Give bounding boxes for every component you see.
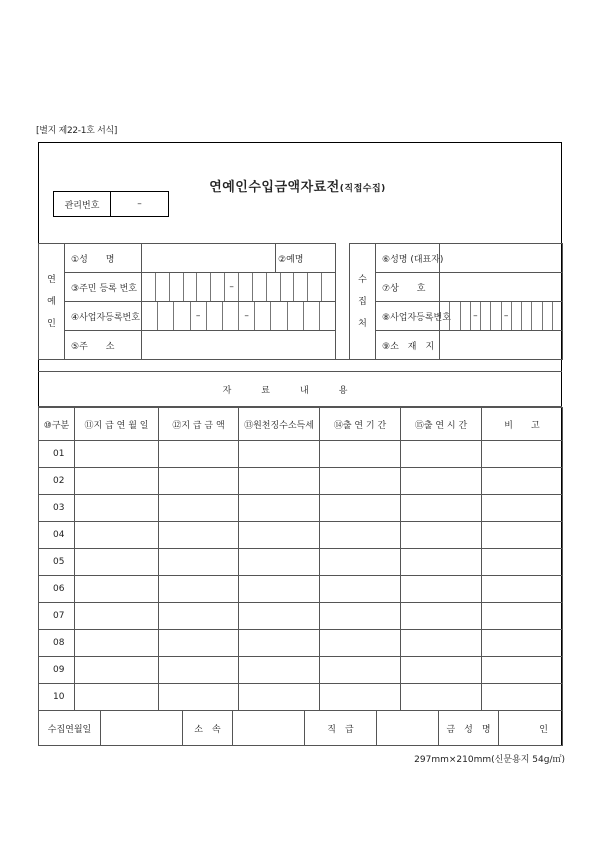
rrn-digit-box[interactable] xyxy=(267,273,281,301)
data-cell[interactable] xyxy=(482,441,563,468)
data-cell[interactable] xyxy=(401,468,482,495)
data-cell[interactable] xyxy=(482,603,563,630)
rrn-digit-box[interactable]: – xyxy=(225,273,239,301)
department-field[interactable] xyxy=(233,711,305,746)
column-header: ⑪지 급 연 월 일 xyxy=(75,408,159,441)
table-row xyxy=(39,657,563,684)
data-cell[interactable] xyxy=(401,549,482,576)
row-number: 09 xyxy=(39,657,75,684)
entertainer-group-label xyxy=(39,244,65,360)
data-cell[interactable] xyxy=(482,522,563,549)
row-number: 04 xyxy=(39,522,75,549)
data-cell[interactable] xyxy=(401,657,482,684)
row-number: 06 xyxy=(39,576,75,603)
row-number: 02 xyxy=(39,468,75,495)
table-row xyxy=(39,684,563,711)
data-cell[interactable] xyxy=(401,576,482,603)
collector-name-field[interactable] xyxy=(440,244,563,273)
spacer xyxy=(336,273,350,302)
data-cell[interactable] xyxy=(75,441,159,468)
data-cell[interactable] xyxy=(239,549,320,576)
biz-no-digit-box[interactable] xyxy=(255,302,271,330)
collector-group-char: 집 xyxy=(358,296,367,307)
data-cell[interactable] xyxy=(159,549,239,576)
biz-no-digit-box[interactable] xyxy=(207,302,223,330)
row-number: 03 xyxy=(39,495,75,522)
data-cell[interactable] xyxy=(239,630,320,657)
data-cell[interactable] xyxy=(75,495,159,522)
rrn-digit-box[interactable] xyxy=(211,273,225,301)
data-cell[interactable] xyxy=(401,684,482,711)
collection-date-field[interactable] xyxy=(101,711,183,746)
table-row xyxy=(39,441,563,468)
data-cell[interactable] xyxy=(401,441,482,468)
section-title: 자료내용 xyxy=(38,371,562,407)
data-cell[interactable] xyxy=(482,468,563,495)
row-number: 10 xyxy=(39,684,75,711)
data-cell[interactable] xyxy=(401,495,482,522)
data-cell[interactable] xyxy=(482,657,563,684)
data-cell[interactable] xyxy=(159,522,239,549)
data-cell[interactable] xyxy=(239,603,320,630)
collector-biz-no-digit-box[interactable] xyxy=(461,302,471,330)
location-label: ⑨소 재 지 xyxy=(376,331,440,360)
collector-biz-no-digit-box[interactable] xyxy=(481,302,491,330)
trade-name-label: ⑦상 호 xyxy=(376,273,440,302)
collector-name-label: ⑥성명 (대표자) xyxy=(376,244,440,273)
data-cell[interactable] xyxy=(75,468,159,495)
party-info-table xyxy=(38,243,563,360)
data-cell[interactable] xyxy=(159,495,239,522)
spacer xyxy=(336,244,350,273)
biz-no-digit-box[interactable] xyxy=(304,302,320,330)
table-row xyxy=(39,603,563,630)
biz-no-digit-box[interactable] xyxy=(288,302,304,330)
column-header: ⑬원천징수소득세 xyxy=(239,408,320,441)
rrn-digit-box[interactable] xyxy=(322,273,335,301)
rrn-digit-box[interactable] xyxy=(184,273,198,301)
rrn-field[interactable] xyxy=(142,273,336,302)
spacer xyxy=(336,331,350,360)
data-cell[interactable] xyxy=(482,630,563,657)
stage-name-label: ②예명 xyxy=(278,254,304,265)
collector-group-char: 처 xyxy=(358,318,367,329)
data-cell[interactable] xyxy=(320,684,401,711)
department-label: 소 속 xyxy=(183,711,233,746)
data-cell[interactable] xyxy=(320,549,401,576)
data-cell[interactable] xyxy=(320,522,401,549)
address-field[interactable] xyxy=(142,331,336,360)
biz-no-field[interactable] xyxy=(142,302,336,331)
collector-biz-no-digit-box[interactable] xyxy=(532,302,542,330)
table-row xyxy=(39,576,563,603)
biz-no-digit-box[interactable] xyxy=(158,302,174,330)
data-cell[interactable] xyxy=(320,468,401,495)
data-cell[interactable] xyxy=(159,441,239,468)
data-cell[interactable] xyxy=(320,576,401,603)
data-cell[interactable] xyxy=(75,603,159,630)
data-cell[interactable] xyxy=(159,657,239,684)
row-number: 08 xyxy=(39,630,75,657)
rrn-digit-box[interactable] xyxy=(156,273,170,301)
biz-no-digit-box[interactable] xyxy=(223,302,239,330)
data-cell[interactable] xyxy=(239,684,320,711)
rrn-label: ③주민 등록 번호 xyxy=(65,273,142,302)
biz-no-digit-box[interactable] xyxy=(320,302,335,330)
management-number-label: 관리번호 xyxy=(54,192,111,216)
row-number: 05 xyxy=(39,549,75,576)
data-cell[interactable] xyxy=(239,495,320,522)
paper-size-note: 297mm×210mm(신문용지 54g/㎡) xyxy=(414,755,565,765)
collector-sign-name-label: 금 성 명 xyxy=(439,711,499,746)
data-cell[interactable] xyxy=(482,549,563,576)
rrn-digit-box[interactable] xyxy=(253,273,267,301)
data-cell[interactable] xyxy=(401,630,482,657)
biz-no-digit-box[interactable]: – xyxy=(239,302,255,330)
rank-field[interactable] xyxy=(377,711,439,746)
title-main: 연예인수입금액자료전 xyxy=(209,180,340,195)
table-row xyxy=(39,522,563,549)
rrn-digit-box[interactable] xyxy=(197,273,211,301)
column-header: ⑫지 급 금 액 xyxy=(159,408,239,441)
table-row xyxy=(39,630,563,657)
data-cell[interactable] xyxy=(239,468,320,495)
collector-biz-no-digit-box[interactable] xyxy=(512,302,522,330)
rrn-digit-box[interactable] xyxy=(294,273,308,301)
column-header: ⑭출 연 기 간 xyxy=(320,408,401,441)
collector-biz-no-field[interactable] xyxy=(440,302,563,331)
data-cell[interactable] xyxy=(320,495,401,522)
collector-biz-no-digit-box[interactable] xyxy=(491,302,501,330)
data-cell[interactable] xyxy=(401,603,482,630)
table-row xyxy=(39,468,563,495)
collector-biz-no-label: ⑧사업자등록번호 xyxy=(376,302,440,331)
collector-biz-no-digit-box[interactable]: – xyxy=(502,302,512,330)
data-cell[interactable] xyxy=(482,684,563,711)
data-cell[interactable] xyxy=(75,684,159,711)
name-label: ①성 명 xyxy=(65,244,142,273)
biz-no-digit-box[interactable] xyxy=(174,302,190,330)
data-cell[interactable] xyxy=(320,630,401,657)
seal-label: 인 xyxy=(539,724,548,735)
data-cell[interactable] xyxy=(320,657,401,684)
entertainer-group-char: 예 xyxy=(47,296,56,307)
data-cell[interactable] xyxy=(482,576,563,603)
form-number: [별지 제22-1호 서식] xyxy=(36,126,118,136)
data-cell[interactable] xyxy=(239,441,320,468)
collection-date-label: 수집연월일 xyxy=(39,711,101,746)
data-cell[interactable] xyxy=(75,549,159,576)
data-cell[interactable] xyxy=(320,603,401,630)
rrn-digit-box[interactable] xyxy=(170,273,184,301)
seal-field[interactable] xyxy=(499,711,563,746)
trade-name-field[interactable] xyxy=(440,273,563,302)
table-row xyxy=(39,549,563,576)
data-cell[interactable] xyxy=(320,441,401,468)
data-cell[interactable] xyxy=(159,684,239,711)
data-cell[interactable] xyxy=(75,576,159,603)
rank-label: 직 급 xyxy=(305,711,377,746)
entertainer-group-char: 인 xyxy=(47,318,56,329)
collector-biz-no-digit-box[interactable] xyxy=(522,302,532,330)
rrn-digit-box[interactable] xyxy=(239,273,253,301)
biz-no-digit-box[interactable] xyxy=(142,302,158,330)
biz-no-label: ④사업자등록번호 xyxy=(65,302,142,331)
data-cell[interactable] xyxy=(239,657,320,684)
management-number-field[interactable]: – xyxy=(137,199,142,209)
collector-group-label xyxy=(350,244,376,360)
row-number: 01 xyxy=(39,441,75,468)
data-cell[interactable] xyxy=(75,630,159,657)
data-cell[interactable] xyxy=(75,522,159,549)
data-cell[interactable] xyxy=(239,522,320,549)
rrn-digit-box[interactable] xyxy=(281,273,295,301)
management-number-box xyxy=(53,191,169,217)
biz-no-digit-box[interactable] xyxy=(271,302,287,330)
address-label: ⑤주 소 xyxy=(65,331,142,360)
column-header: ⑩구분 xyxy=(39,408,75,441)
rrn-digit-box[interactable] xyxy=(142,273,156,301)
collector-biz-no-digit-box[interactable] xyxy=(450,302,460,330)
stage-name-cell[interactable] xyxy=(276,244,336,273)
data-cell[interactable] xyxy=(159,468,239,495)
name-field[interactable] xyxy=(142,244,276,273)
collector-biz-no-digit-box[interactable]: – xyxy=(471,302,481,330)
collector-biz-no-digit-box[interactable] xyxy=(553,302,562,330)
data-cell[interactable] xyxy=(482,495,563,522)
collector-group-char: 수 xyxy=(358,274,367,285)
column-header: 비 고 xyxy=(482,408,563,441)
column-header: ⑮출 연 시 간 xyxy=(401,408,482,441)
collector-biz-no-digit-box[interactable] xyxy=(440,302,450,330)
data-cell[interactable] xyxy=(239,576,320,603)
data-cell[interactable] xyxy=(159,576,239,603)
spacer xyxy=(336,302,350,331)
data-cell[interactable] xyxy=(401,522,482,549)
rrn-digit-box[interactable] xyxy=(308,273,322,301)
location-field[interactable] xyxy=(440,331,563,360)
data-cell[interactable] xyxy=(159,630,239,657)
title-sub: (직접수집) xyxy=(339,184,386,194)
row-number: 07 xyxy=(39,603,75,630)
data-table xyxy=(38,407,563,711)
data-cell[interactable] xyxy=(159,603,239,630)
collector-signature-table xyxy=(38,710,563,746)
entertainer-group-char: 연 xyxy=(47,274,56,285)
table-row xyxy=(39,495,563,522)
data-cell[interactable] xyxy=(75,657,159,684)
collector-biz-no-digit-box[interactable] xyxy=(543,302,553,330)
biz-no-digit-box[interactable]: – xyxy=(191,302,207,330)
